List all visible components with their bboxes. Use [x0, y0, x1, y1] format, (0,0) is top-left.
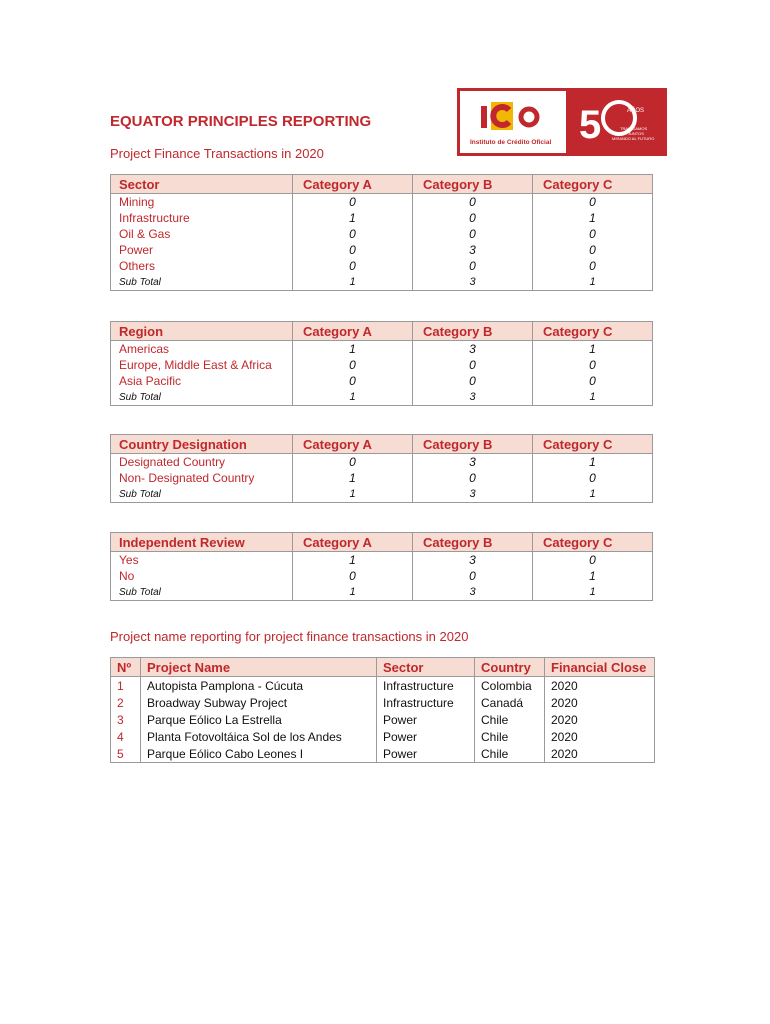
row-label: Oil & Gas — [111, 226, 293, 242]
project-sector: Power — [377, 728, 475, 745]
project-name: Broadway Subway Project — [141, 694, 377, 711]
value-c: 0 — [533, 226, 653, 242]
header-category-a: Category A — [293, 175, 413, 194]
row-label: Others — [111, 258, 293, 274]
header-sector: Sector — [111, 175, 293, 194]
subtotal-c: 1 — [533, 274, 653, 291]
value-c: 1 — [533, 341, 653, 358]
value-c: 0 — [533, 242, 653, 258]
project-country: Colombia — [475, 677, 545, 695]
ico-logo-icon — [457, 88, 667, 156]
svg-text:JUNTOS: JUNTOS — [628, 131, 644, 136]
project-sector: Power — [377, 711, 475, 728]
project-number: 3 — [111, 711, 141, 728]
country-designation-table — [110, 434, 653, 503]
project-number: 4 — [111, 728, 141, 745]
subtotal-row — [111, 389, 653, 406]
header-independent-review: Independent Review — [111, 533, 293, 552]
table-row — [111, 258, 653, 274]
value-a: 1 — [293, 341, 413, 358]
page-title: EQUATOR PRINCIPLES REPORTING — [110, 113, 372, 130]
ico-50-logo — [457, 88, 667, 156]
value-c: 0 — [533, 357, 653, 373]
subtotal-label: Sub Total — [111, 389, 293, 406]
header-country-designation: Country Designation — [111, 435, 293, 454]
project-name: Autopista Pamplona - Cúcuta — [141, 677, 377, 695]
region-table — [110, 321, 653, 406]
subtotal-row — [111, 584, 653, 601]
value-b: 0 — [413, 470, 533, 486]
project-financial-close: 2020 — [545, 694, 655, 711]
row-label: Americas — [111, 341, 293, 358]
value-b: 3 — [413, 341, 533, 358]
value-c: 0 — [533, 470, 653, 486]
value-b: 0 — [413, 194, 533, 211]
row-label: Europe, Middle East & Africa — [111, 357, 293, 373]
project-name: Planta Fotovoltáica Sol de los Andes — [141, 728, 377, 745]
subtotal-c: 1 — [533, 389, 653, 406]
header-financial-close: Financial Close — [545, 658, 655, 677]
svg-text:TRABAJAMOS: TRABAJAMOS — [620, 126, 648, 131]
value-a: 1 — [293, 210, 413, 226]
subtotal-row — [111, 274, 653, 291]
subtotal-c: 1 — [533, 486, 653, 503]
table-row — [111, 242, 653, 258]
header-number: Nº — [111, 658, 141, 677]
projects-subtitle: Project name reporting for project finance transactions in 2020 — [110, 629, 469, 644]
header-category-b: Category B — [413, 533, 533, 552]
table-row — [111, 745, 655, 763]
table-row — [111, 373, 653, 389]
subtotal-c: 1 — [533, 584, 653, 601]
project-name: Parque Eólico La Estrella — [141, 711, 377, 728]
project-number: 1 — [111, 677, 141, 695]
header-category-c: Category C — [533, 322, 653, 341]
subtotal-b: 3 — [413, 584, 533, 601]
projects-table — [110, 657, 655, 763]
subtotal-a: 1 — [293, 274, 413, 291]
svg-text:Instituto de Crédito Oficial: Instituto de Crédito Oficial — [470, 139, 552, 146]
subtotal-label: Sub Total — [111, 274, 293, 291]
table-row — [111, 194, 653, 211]
header-category-c: Category C — [533, 435, 653, 454]
value-b: 0 — [413, 568, 533, 584]
svg-text:MIRANDO AL FUTURO: MIRANDO AL FUTURO — [612, 136, 655, 141]
value-a: 0 — [293, 454, 413, 471]
value-b: 0 — [413, 210, 533, 226]
value-a: 0 — [293, 357, 413, 373]
section-subtitle: Project Finance Transactions in 2020 — [110, 146, 324, 161]
table-row — [111, 677, 655, 695]
project-number: 2 — [111, 694, 141, 711]
project-financial-close: 2020 — [545, 728, 655, 745]
subtotal-a: 1 — [293, 584, 413, 601]
row-label: Asia Pacific — [111, 373, 293, 389]
project-sector: Infrastructure — [377, 694, 475, 711]
project-financial-close: 2020 — [545, 745, 655, 763]
header-category-a: Category A — [293, 322, 413, 341]
row-label: No — [111, 568, 293, 584]
value-b: 3 — [413, 242, 533, 258]
value-a: 0 — [293, 568, 413, 584]
project-country: Chile — [475, 711, 545, 728]
value-a: 0 — [293, 226, 413, 242]
table-row — [111, 454, 653, 471]
header-country: Country — [475, 658, 545, 677]
value-a: 1 — [293, 552, 413, 569]
table-row — [111, 341, 653, 358]
project-country: Canadá — [475, 694, 545, 711]
table-row — [111, 694, 655, 711]
value-c: 1 — [533, 210, 653, 226]
header-category-c: Category C — [533, 533, 653, 552]
table-row — [111, 470, 653, 486]
value-b: 3 — [413, 552, 533, 569]
sector-table — [110, 174, 653, 291]
svg-text:AÑOS: AÑOS — [627, 108, 645, 114]
table-row — [111, 568, 653, 584]
independent-review-table — [110, 532, 653, 601]
header-category-b: Category B — [413, 435, 533, 454]
subtotal-row — [111, 486, 653, 503]
project-financial-close: 2020 — [545, 711, 655, 728]
value-a: 0 — [293, 373, 413, 389]
value-a: 0 — [293, 242, 413, 258]
row-label: Mining — [111, 194, 293, 211]
subtotal-b: 3 — [413, 389, 533, 406]
table-row — [111, 357, 653, 373]
table-row — [111, 226, 653, 242]
value-c: 1 — [533, 454, 653, 471]
row-label: Infrastructure — [111, 210, 293, 226]
value-a: 1 — [293, 470, 413, 486]
header-category-a: Category A — [293, 435, 413, 454]
header-category-b: Category B — [413, 322, 533, 341]
value-c: 0 — [533, 194, 653, 211]
row-label: Power — [111, 242, 293, 258]
value-c: 0 — [533, 258, 653, 274]
value-b: 0 — [413, 226, 533, 242]
header-category-a: Category A — [293, 533, 413, 552]
value-b: 0 — [413, 373, 533, 389]
project-number: 5 — [111, 745, 141, 763]
value-a: 0 — [293, 194, 413, 211]
project-sector: Infrastructure — [377, 677, 475, 695]
header-category-c: Category C — [533, 175, 653, 194]
row-label: Designated Country — [111, 454, 293, 471]
value-c: 0 — [533, 552, 653, 569]
project-country: Chile — [475, 745, 545, 763]
subtotal-a: 1 — [293, 486, 413, 503]
table-row — [111, 728, 655, 745]
header-project-name: Project Name — [141, 658, 377, 677]
row-label: Yes — [111, 552, 293, 569]
subtotal-b: 3 — [413, 274, 533, 291]
svg-text:5: 5 — [579, 103, 602, 147]
table-row — [111, 711, 655, 728]
value-b: 0 — [413, 258, 533, 274]
header-category-b: Category B — [413, 175, 533, 194]
table-row — [111, 210, 653, 226]
subtotal-b: 3 — [413, 486, 533, 503]
project-country: Chile — [475, 728, 545, 745]
project-name: Parque Eólico Cabo Leones I — [141, 745, 377, 763]
value-c: 1 — [533, 568, 653, 584]
value-a: 0 — [293, 258, 413, 274]
subtotal-a: 1 — [293, 389, 413, 406]
value-c: 0 — [533, 373, 653, 389]
project-financial-close: 2020 — [545, 677, 655, 695]
table-row — [111, 552, 653, 569]
subtotal-label: Sub Total — [111, 486, 293, 503]
project-sector: Power — [377, 745, 475, 763]
subtotal-label: Sub Total — [111, 584, 293, 601]
header-region: Region — [111, 322, 293, 341]
value-b: 3 — [413, 454, 533, 471]
header-sector: Sector — [377, 658, 475, 677]
row-label: Non- Designated Country — [111, 470, 293, 486]
value-b: 0 — [413, 357, 533, 373]
